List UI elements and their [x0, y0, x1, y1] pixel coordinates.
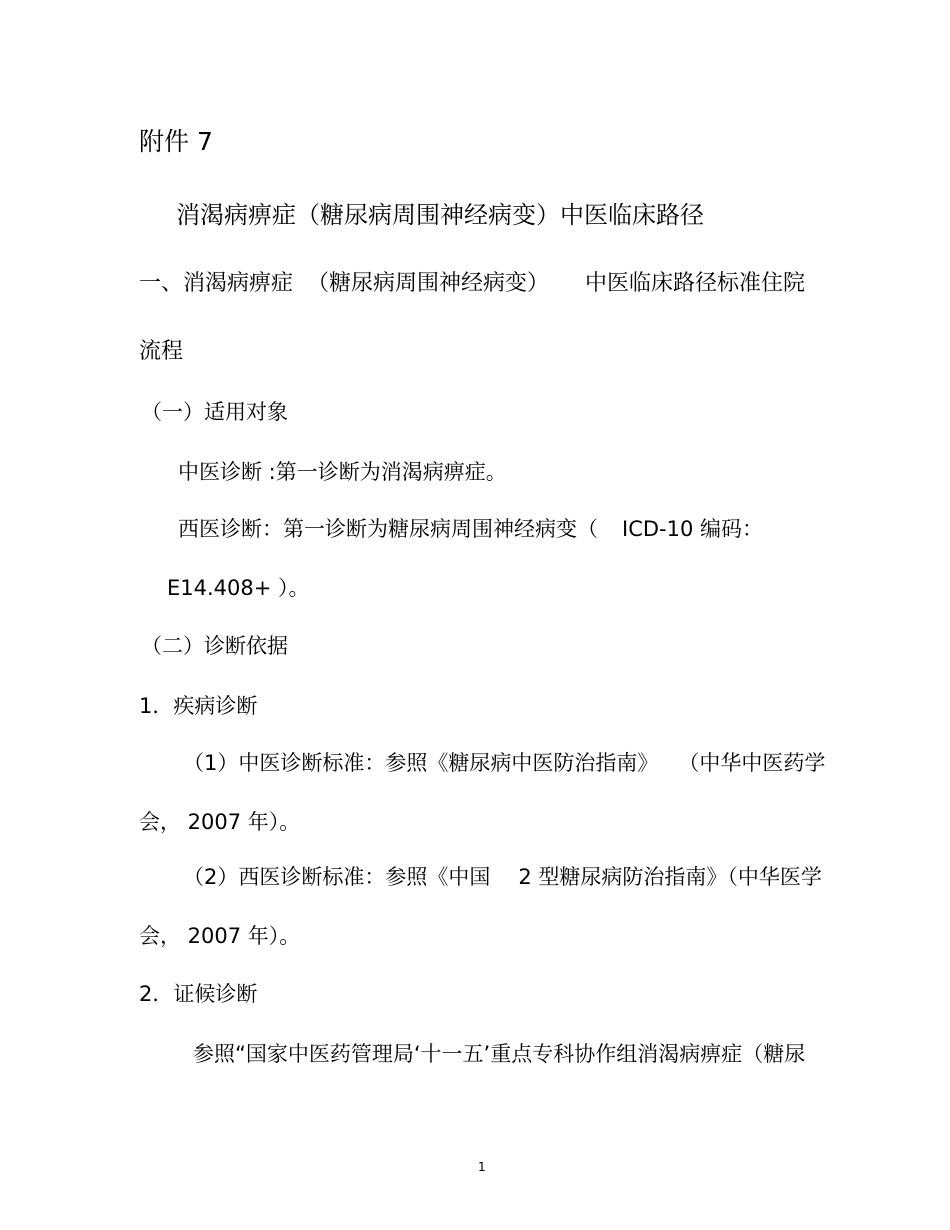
- section-1-heading-part2: （糖尿病周围神经病变）: [307, 271, 550, 296]
- item-1-2-text: [183, 864, 822, 890]
- document-title: 消渴病痹症（糖尿病周围神经病变）中医临床路径: [176, 201, 704, 229]
- item-2-text: 参照“国家中医药管理局‘十一五’重点专科协作组消渴病痹症（糖尿: [193, 1042, 806, 1066]
- subsection-1-heading: （一）适用对象: [141, 400, 288, 424]
- tcm-diagnosis-text: 中医诊断 :第一诊断为消渴病痹症。: [178, 460, 507, 484]
- item-1-2-continuation: 会， 2007 年）。: [139, 924, 301, 948]
- page-number: 1: [478, 1160, 486, 1174]
- item-1-1-continuation: 会， 2007 年）。: [139, 810, 301, 834]
- section-1-heading-continuation: 流程: [139, 339, 184, 364]
- item-2-heading: 2．证候诊断: [139, 982, 258, 1006]
- item-1-1-text: [183, 750, 825, 776]
- section-1-heading: [139, 270, 805, 298]
- item-1-2-part2: 2 型糖尿病防治指南》（中华医学: [518, 865, 822, 889]
- item-1-heading: 1．疾病诊断: [139, 694, 258, 718]
- subsection-2-heading: （二）诊断依据: [141, 634, 288, 658]
- item-1-1-part2: （中华中医药学: [678, 751, 826, 775]
- item-1-2-part1: （2）西医诊断标准：参照《中国: [183, 865, 491, 889]
- attachment-label: 附件 7: [139, 127, 213, 156]
- wm-diagnosis-text: [178, 516, 763, 542]
- section-1-heading-part3: 中医临床路径标准住院: [585, 271, 806, 296]
- wm-diagnosis-continuation: E14.408+ ）。: [167, 576, 310, 600]
- wm-diagnosis-part2: ICD-10 编码：: [622, 517, 764, 541]
- wm-diagnosis-part1: 西医诊断：第一诊断为糖尿病周围神经病变（: [178, 517, 598, 541]
- section-1-heading-part1: 一、消渴病痹症: [139, 271, 294, 296]
- item-1-1-part1: （1）中医诊断标准：参照《糖尿病中医防治指南》: [183, 751, 659, 775]
